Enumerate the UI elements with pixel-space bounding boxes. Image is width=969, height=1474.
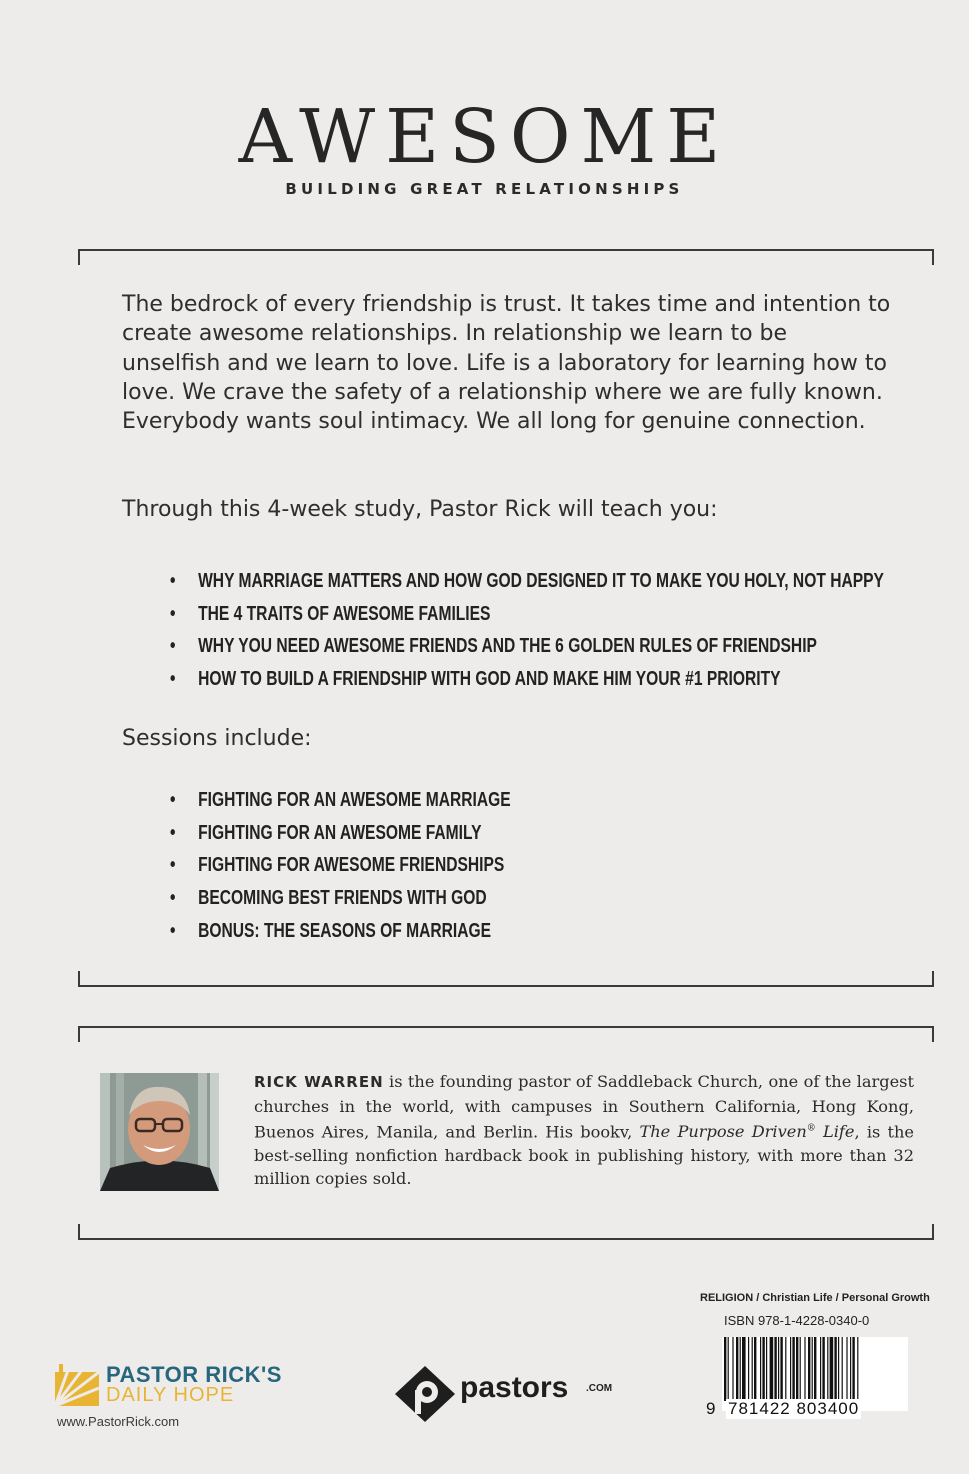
barcode-bar <box>842 1337 843 1401</box>
barcode-bar <box>754 1337 756 1401</box>
sessions-lead: Sessions include: <box>122 726 312 751</box>
barcode-bar <box>804 1337 805 1401</box>
list-item: • HOW TO BUILD A FRIENDSHIP WITH GOD AND MAKE HIM YOUR #1 PRIORITY <box>170 663 884 696</box>
bullet-icon: • <box>170 887 176 910</box>
barcode-bar <box>814 1337 816 1401</box>
barcode-bar <box>748 1337 749 1401</box>
barcode-bar <box>838 1337 839 1401</box>
barcode-bar <box>740 1337 741 1401</box>
barcode-bar <box>808 1337 810 1401</box>
bullet-icon: • <box>170 602 176 625</box>
pastors-suffix: .COM <box>586 1383 613 1394</box>
daily-hope-logo-icon <box>55 1362 99 1406</box>
list-item: • FIGHTING FOR AN AWESOME MARRIAGE <box>170 784 511 817</box>
list-item: • BECOMING BEST FRIENDS WITH GOD <box>170 882 511 915</box>
author-photo <box>100 1073 219 1191</box>
barcode-bar <box>732 1337 733 1401</box>
list-item: • THE 4 TRAITS OF AWESOME FAMILIES <box>170 598 884 631</box>
pastors-wordmark: pastors <box>460 1371 569 1404</box>
barcode-bar <box>778 1337 779 1401</box>
teach-lead: Through this 4-week study, Pastor Rick will teach you: <box>122 497 718 522</box>
description-frame-bottom <box>78 971 934 987</box>
bullet-icon: • <box>170 919 176 942</box>
bio-frame-top <box>78 1026 934 1042</box>
isbn-label: ISBN 978-1-4228-0340-0 <box>724 1313 870 1328</box>
list-item: • FIGHTING FOR AWESOME FRIENDSHIPS <box>170 849 511 882</box>
bullet-icon: • <box>170 789 176 811</box>
barcode-bar <box>780 1337 782 1401</box>
barcode-bar <box>742 1337 746 1401</box>
barcode-bar <box>820 1337 821 1401</box>
barcode-number: 9 781422 803400 <box>706 1399 860 1418</box>
barcode-bar <box>827 1337 828 1401</box>
daily-hope-title: PASTOR RICK'S <box>106 1362 282 1387</box>
bullet-icon: • <box>170 570 176 592</box>
barcode-bar <box>846 1337 847 1401</box>
barcode-bar <box>790 1337 791 1401</box>
intro-paragraph: The bedrock of every friendship is trust. It takes time and intention to create awesome relationships. In relationship we learn to be unselfish and we learn to love. Life is a laboratory for learning how to love. We crave the safety of a relationship where we are fully known. Everybody wants soul intimacy. We all long for genuine connection. <box>122 292 891 435</box>
list-item: • FIGHTING FOR AN AWESOME FAMILY <box>170 817 511 850</box>
barcode-bar <box>762 1337 764 1401</box>
barcode-bar <box>850 1337 851 1401</box>
bullet-icon: • <box>170 668 176 691</box>
bullet-icon: • <box>170 854 176 877</box>
barcode-bar <box>857 1337 858 1401</box>
barcode-bar <box>800 1337 801 1401</box>
book-subtitle: BUILDING GREAT RELATIONSHIPS <box>285 180 684 198</box>
barcode-bar <box>852 1337 854 1401</box>
barcode-bar <box>785 1337 786 1401</box>
daily-hope-subtitle: DAILY HOPE <box>106 1384 235 1406</box>
sessions-list <box>170 784 607 947</box>
barcode-bar <box>822 1337 824 1401</box>
description-frame-top <box>78 249 934 265</box>
book-reference: The Purpose Driven® Life <box>639 1122 855 1142</box>
barcode-bar <box>830 1337 834 1401</box>
list-item: • WHY MARRIAGE MATTERS AND HOW GOD DESIGNED IT TO MAKE YOU HOLY, NOT HAPPY <box>170 565 884 598</box>
book-title: AWESOME <box>238 94 731 180</box>
author-name: RICK WARREN <box>254 1073 384 1091</box>
barcode-bar <box>796 1337 798 1401</box>
barcode-bar <box>766 1337 767 1401</box>
barcode-bar <box>728 1337 729 1401</box>
daily-hope-url: www.PastorRick.com <box>57 1414 180 1429</box>
barcode-bar <box>760 1337 761 1401</box>
author-bio: RICK WARREN is the founding pastor of Saddleback Church, one of the largest churches in the world, with campuses in Southern California, Hong Kong, Buenos Aires, Manila, and Berlin. His bookv, The Purpose Driven® Life, is the best-selling nonfiction hardback book in publishing history, with more than 32 million copies sold. <box>254 1072 915 1189</box>
barcode-bar <box>736 1337 738 1401</box>
bullet-icon: • <box>170 635 176 658</box>
list-item: • WHY YOU NEED AWESOME FRIENDS AND THE 6 GOLDEN RULES OF FRIENDSHIP <box>170 630 884 663</box>
barcode-bar <box>812 1337 813 1401</box>
category-label: RELIGION / Christian Life / Personal Growth <box>700 1292 930 1304</box>
barcode-bar <box>724 1337 726 1401</box>
bullet-icon: • <box>170 821 176 844</box>
pastors-logo-icon <box>393 1364 457 1424</box>
barcode-bar <box>752 1337 753 1401</box>
barcode-bar <box>774 1337 776 1401</box>
barcode-bar <box>834 1337 836 1401</box>
barcode-bar <box>770 1337 774 1401</box>
barcode-bar <box>792 1337 794 1401</box>
list-item: • BONUS: THE SEASONS OF MARRIAGE <box>170 915 511 948</box>
teach-list <box>170 565 969 696</box>
bio-frame-bottom <box>78 1224 934 1240</box>
